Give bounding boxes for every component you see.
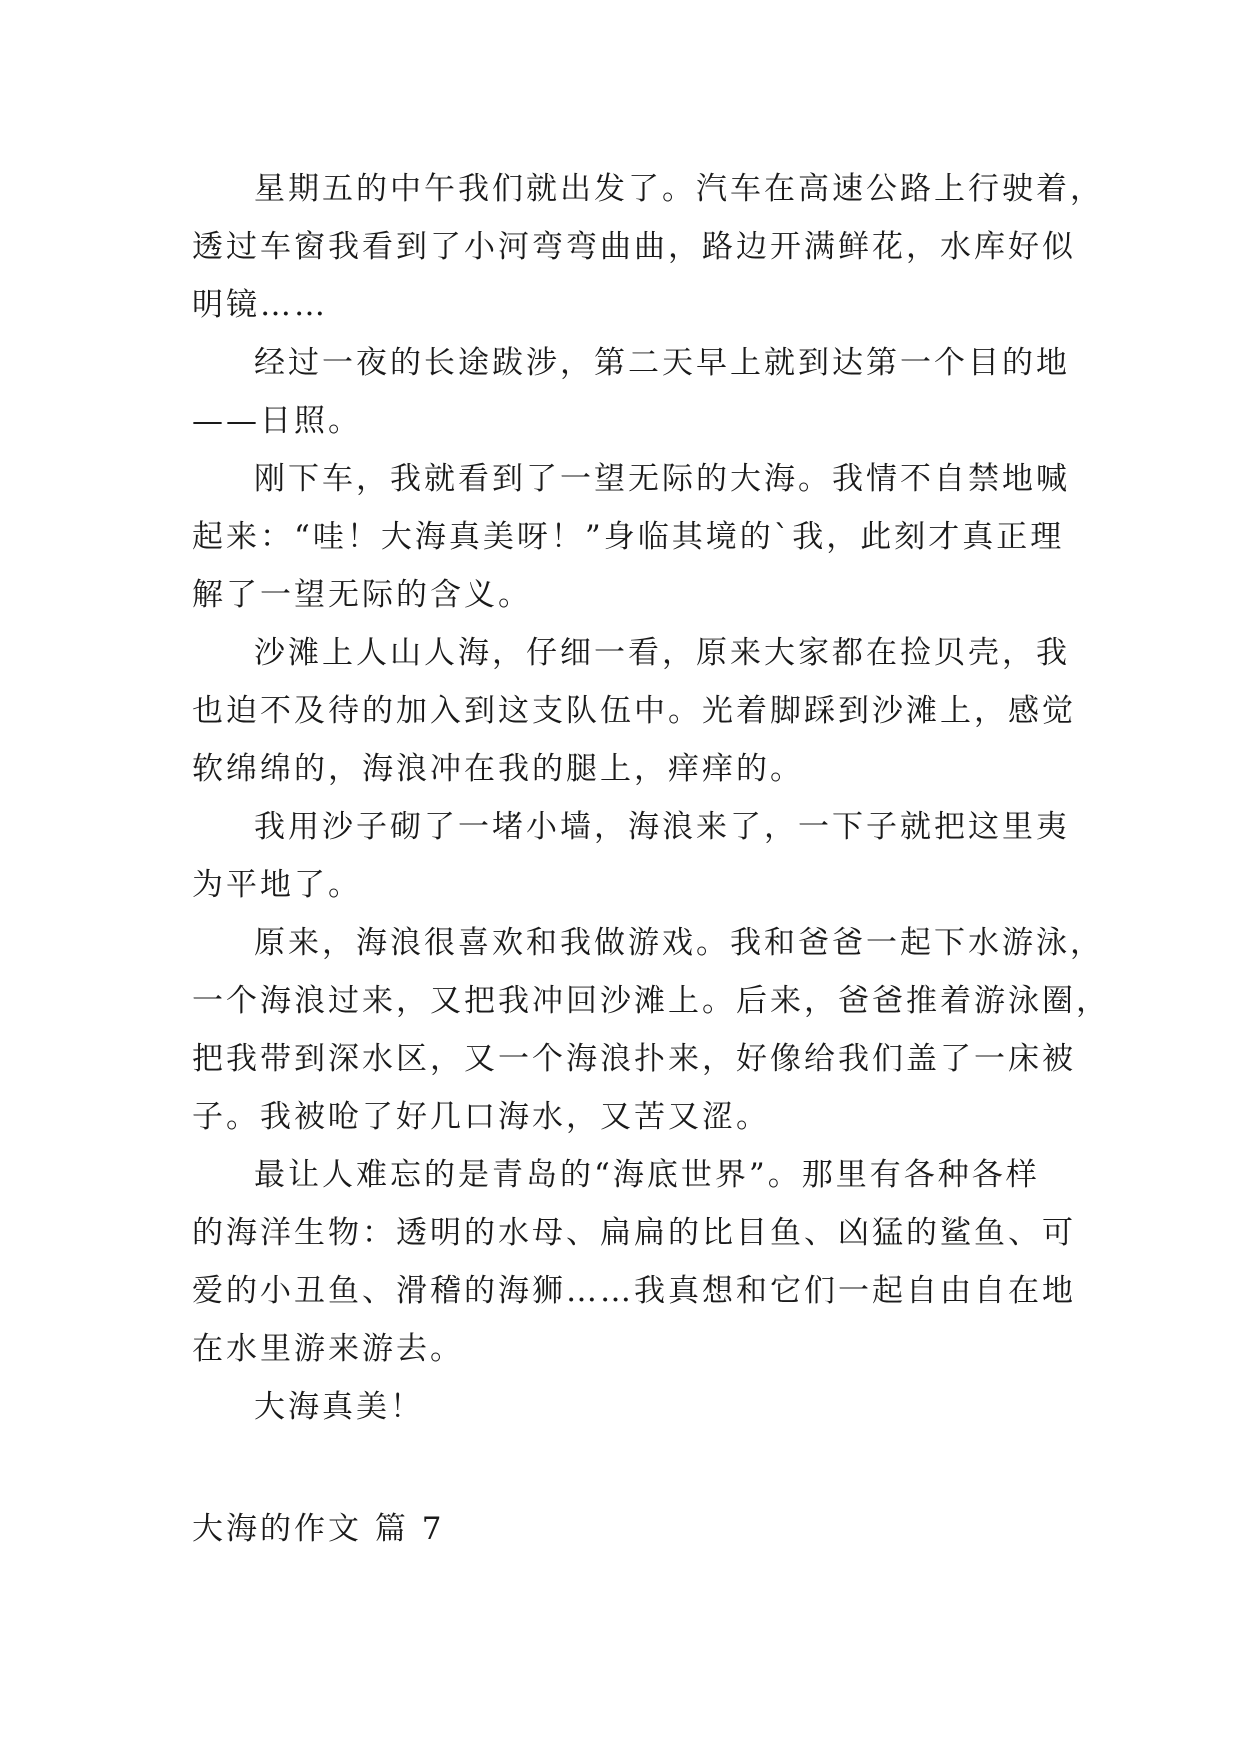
text-line: 透过车窗我看到了小河弯弯曲曲，路边开满鲜花，水库好似	[192, 229, 1076, 265]
text-line: 最让人难忘的是青岛的“海底世界”。那里有各种各样	[254, 1157, 1040, 1193]
text-line: 子。我被呛了好几口海水，又苦又涩。	[192, 1099, 770, 1135]
text-line: 也迫不及待的加入到这支队伍中。光着脚踩到沙滩上，感觉	[192, 693, 1076, 729]
paragraph	[192, 914, 1110, 1146]
text-line: 沙滩上人山人海，仔细一看，原来大家都在捡贝壳，我	[254, 635, 1070, 671]
paragraph	[192, 798, 1070, 914]
paragraph	[192, 160, 1104, 334]
text-line: 把我带到深水区，又一个海浪扑来，好像给我们盖了一床被	[192, 1041, 1076, 1077]
text-line: 大海真美！	[254, 1389, 424, 1425]
text-line: 我用沙子砌了一堵小墙，海浪来了，一下子就把这里夷	[254, 809, 1070, 845]
text-line: 一个海浪过来，又把我冲回沙滩上。后来，爸爸推着游泳圈，	[192, 983, 1110, 1019]
paragraph	[192, 624, 1076, 798]
paragraph	[192, 334, 1070, 450]
section-heading: 大海的作文 篇 7	[192, 1511, 445, 1547]
text-line: 经过一夜的长途跋涉，第二天早上就到达第一个目的地	[254, 345, 1070, 381]
text-line: 为平地了。	[192, 867, 362, 903]
text-line: 星期五的中午我们就出发了。汽车在高速公路上行驶着，	[254, 171, 1104, 207]
text-line: 的海洋生物：透明的水母、扁扁的比目鱼、凶猛的鲨鱼、可	[192, 1215, 1076, 1251]
text-line: ——日照。	[192, 403, 362, 439]
text-line: 在水里游来游去。	[192, 1331, 464, 1367]
text-line: 刚下车，我就看到了一望无际的大海。我情不自禁地喊	[254, 461, 1070, 497]
text-line: 软绵绵的，海浪冲在我的腿上，痒痒的。	[192, 751, 804, 787]
paragraph	[192, 1146, 1076, 1378]
text-line: 爱的小丑鱼、滑稽的海狮……我真想和它们一起自由自在地	[192, 1273, 1076, 1309]
text-line: 明镜……	[192, 287, 328, 323]
text-line: 原来，海浪很喜欢和我做游戏。我和爸爸一起下水游泳，	[254, 925, 1104, 961]
paragraph	[192, 450, 1070, 624]
text-line: 解了一望无际的含义。	[192, 577, 532, 613]
text-line: 起来：“哇！大海真美呀！”身临其境的`我，此刻才真正理	[192, 519, 1065, 555]
essay-body	[192, 160, 1110, 1436]
paragraph	[192, 1378, 1052, 1436]
